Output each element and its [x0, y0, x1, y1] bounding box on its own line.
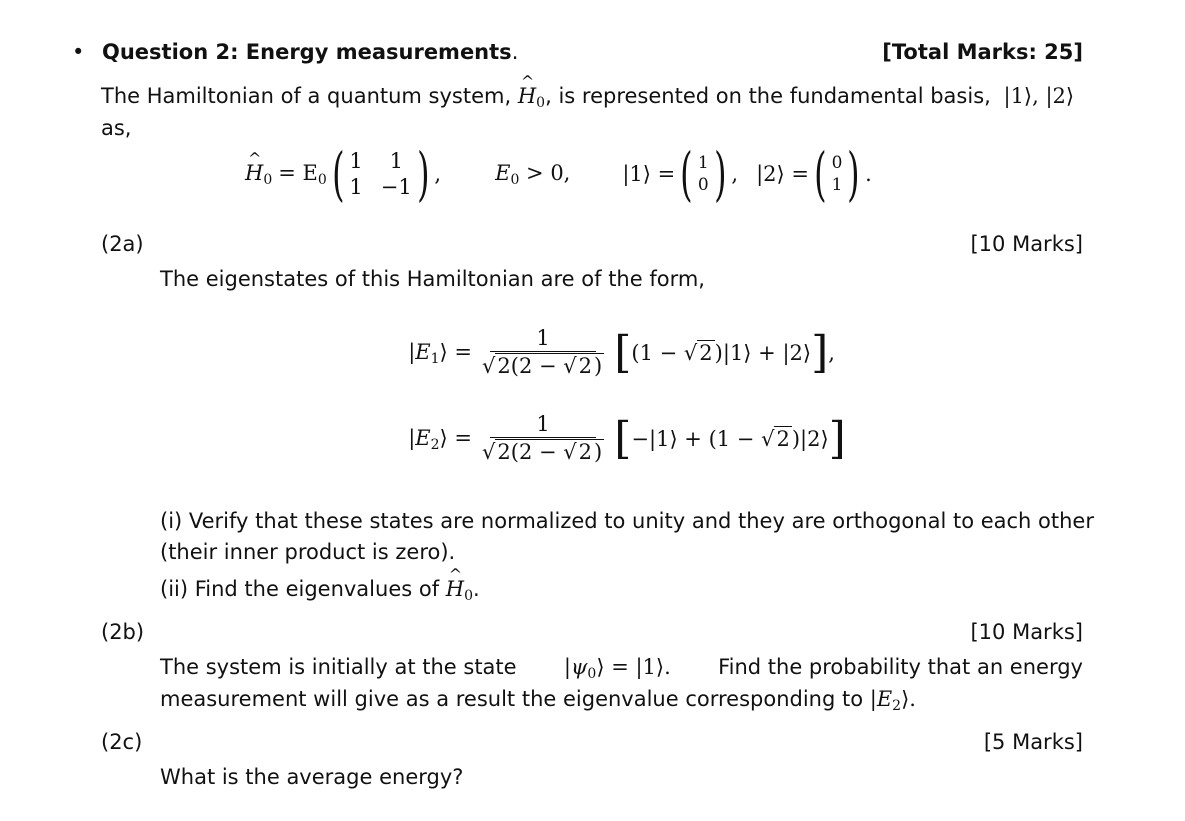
part-a-marks: [10 Marks]	[970, 232, 1083, 256]
item-i-line-1: (i) Verify that these states are normalized to unity and they are orthogonal to each other	[160, 509, 1094, 533]
e2-equation	[392, 398, 846, 480]
ket2-definition: |2⟩ =	[756, 162, 809, 186]
normalization-fraction	[478, 411, 608, 467]
part-a-label: (2a)	[101, 232, 144, 256]
basis-kets: |1⟩, |2⟩	[1003, 84, 1075, 108]
hamiltonian-equation	[245, 142, 872, 206]
total-marks: [Total Marks: 25]	[882, 40, 1083, 64]
matrix-cell: 1	[349, 175, 363, 199]
hamiltonian-lhs: ^ $H_0$	[245, 161, 272, 188]
question-title-text: Question 2: Energy measurements	[102, 40, 512, 64]
part-c-label: (2c)	[101, 730, 143, 754]
question-title	[102, 40, 518, 64]
part-b-marks: [10 Marks]	[970, 620, 1083, 644]
part-a-intro: The eigenstates of this Hamiltonian are of the form,	[160, 267, 705, 291]
equals-e0: = $E_0$	[278, 160, 327, 188]
e1-equation	[392, 312, 835, 394]
e2-ket: $|E_2⟩$.	[869, 687, 916, 714]
comma: ,	[434, 162, 442, 186]
part-c-question: What is the average energy?	[160, 765, 464, 789]
right-bracket: ]	[828, 413, 846, 464]
fraction-numerator: 1	[490, 325, 595, 352]
vector-cell: 1	[831, 175, 843, 195]
left-bracket: [	[614, 327, 632, 378]
item-ii: (ii) Find the eigenvalues of ^ $H_0$.	[160, 577, 480, 604]
fraction-denominator: √2(2 − √2)	[482, 440, 603, 465]
ket1-definition: |1⟩ =	[622, 162, 676, 186]
hamiltonian-matrix	[327, 140, 435, 208]
h0-symbol: ^ $H_0$	[446, 577, 473, 604]
left-paren: (	[331, 140, 345, 208]
fraction-numerator: 1	[490, 411, 595, 438]
right-paren: )	[416, 140, 430, 208]
intro-text-b: , is represented on the fundamental basis,	[545, 84, 991, 108]
comma: ,	[731, 162, 739, 186]
part-b-line-2: measurement will give as a result the eigenvalue corresponding to $|E_2⟩$.	[160, 687, 916, 714]
matrix-cell: 1	[349, 149, 363, 173]
right-bracket: ]	[811, 327, 829, 378]
part-c-marks: [5 Marks]	[983, 730, 1083, 754]
ket1-vector: ( 1 0 )	[680, 140, 727, 208]
question-title-period: .	[511, 40, 519, 64]
e2-lhs: $|E_2⟩$ =	[408, 425, 472, 453]
matrix-cell: −1	[380, 175, 412, 199]
intro-text-a: The Hamiltonian of a quantum system,	[101, 84, 512, 108]
e2-rhs: −|1⟩ + (1 − √2)|2⟩	[631, 427, 829, 451]
vector-cell: 0	[831, 153, 843, 173]
e1-lhs: $|E_1⟩$ =	[408, 339, 472, 367]
normalization-fraction	[478, 325, 608, 381]
item-i-line-2: (their inner product is zero).	[160, 540, 456, 564]
part-b-line-1: The system is initially at the state $|\psi_0⟩$ = |1⟩. Find the probability that an energy	[160, 655, 1083, 682]
fraction-denominator: √2(2 − √2)	[482, 354, 603, 379]
h0-symbol: ^ $H_0$	[518, 84, 545, 111]
part-b-label: (2b)	[101, 620, 145, 644]
matrix-cell: 1	[389, 149, 403, 173]
vector-cell: 1	[697, 153, 709, 173]
e0-condition: $E_0 > 0$,	[495, 160, 571, 188]
comma: ,	[828, 341, 835, 365]
ket2-vector: ( 0 1 )	[814, 140, 860, 208]
intro-line-1	[101, 84, 1074, 111]
intro-line-2: as,	[101, 116, 132, 140]
period: .	[865, 162, 872, 186]
bullet: •	[72, 40, 85, 64]
vector-cell: 0	[697, 175, 709, 195]
e1-rhs: (1 − √2)|1⟩ + |2⟩	[631, 341, 812, 365]
initial-state: $|\psi_0⟩$ = |1⟩.	[563, 655, 671, 682]
left-bracket: [	[614, 413, 632, 464]
